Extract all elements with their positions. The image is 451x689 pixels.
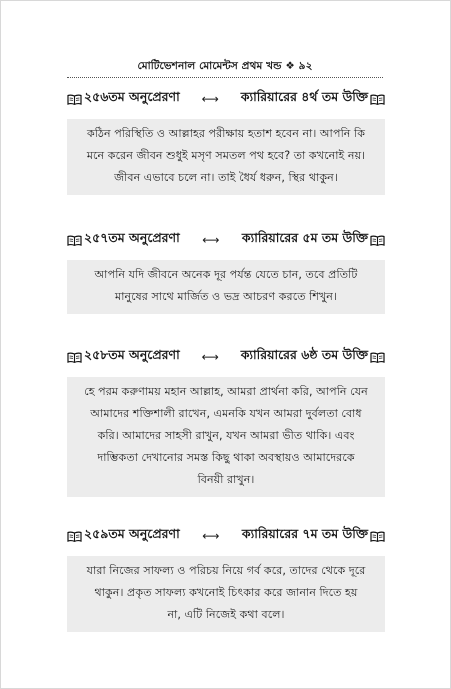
quote-text bbox=[67, 556, 385, 632]
double-arrow-icon: ⟷ bbox=[202, 529, 220, 543]
running-head: মোটিভেশনাল মোমেন্টস প্রথম খন্ড ❖ ৯২ bbox=[137, 60, 313, 72]
inspiration-entry bbox=[67, 230, 385, 314]
open-book-icon bbox=[370, 352, 385, 363]
quote-text bbox=[67, 260, 385, 314]
open-book-icon bbox=[370, 235, 385, 246]
double-arrow-icon: ⟷ bbox=[202, 233, 220, 247]
quote-line: না, এটি নিজেই কথা বলে। bbox=[167, 608, 285, 621]
double-arrow-icon: ⟷ bbox=[201, 350, 219, 364]
entry-number: ২৫৮তম অনুপ্রেরণা bbox=[84, 347, 180, 362]
quote-line: হে পরম করুণাময় মহান আল্লাহ, আমরা প্রার্থনা করি, আপনি যেন bbox=[84, 385, 368, 398]
inspiration-entry bbox=[67, 526, 385, 632]
open-book-icon bbox=[67, 235, 82, 246]
inspiration-entry bbox=[67, 347, 385, 497]
quote-line: মানুষের সাথে মার্জিত ও ভদ্র আচরণ করতে শিখুন। bbox=[114, 290, 337, 303]
entry-number: ২৫৯তম অনুপ্রেরণা bbox=[84, 526, 180, 541]
entry-heading bbox=[67, 230, 385, 250]
quote-line: আমাদের শক্তিশালী রাখেন, এমনকি যখন আমরা দুর্বলতা বোধ bbox=[90, 407, 362, 420]
entry-number: ২৫৬তম অনুপ্রেরণা bbox=[84, 89, 180, 104]
quote-line: দাম্ভিকতা দেখানোর সমস্ত কিছু থাকা অবস্থায়ও আমাদেরকে bbox=[97, 451, 355, 464]
header-divider bbox=[67, 77, 383, 78]
quote-line: জীবন এভাবে চলে না। তাই ধৈর্য ধরুন, স্থির থাকুন। bbox=[114, 171, 338, 184]
quote-line: থাকুন। প্রকৃত সাফল্য কখনোই চিৎকার করে জানান দিতে হয় bbox=[94, 586, 358, 599]
open-book-icon bbox=[67, 94, 82, 105]
quote-label: ক্যারিয়ারের ৭ম তম উক্তি bbox=[241, 526, 368, 541]
entry-number: ২৫৭তম অনুপ্রেরণা bbox=[84, 230, 180, 245]
open-book-icon bbox=[370, 94, 385, 105]
quote-line: যারা নিজের সাফল্য ও পরিচয় নিয়ে গর্ব করে, তাদের থেকে দূরে bbox=[86, 564, 366, 577]
quote-label: ক্যারিয়ারের ৫ম তম উক্তি bbox=[241, 230, 368, 245]
quote-line: মনে করেন জীবন শুধুই মসৃণ সমতল পথ হবে? তা কখনোই নয়। bbox=[86, 149, 366, 162]
double-arrow-icon: ⟷ bbox=[201, 92, 219, 106]
open-book-icon bbox=[370, 531, 385, 542]
entry-heading bbox=[67, 89, 385, 109]
quote-label: ক্যারিয়ারের ৬ষ্ঠ তম উক্তি bbox=[240, 347, 368, 362]
entry-heading bbox=[67, 526, 385, 546]
open-book-icon bbox=[67, 531, 82, 542]
open-book-icon bbox=[67, 352, 82, 363]
quote-line: বিনয়ী রাখুন। bbox=[197, 473, 255, 486]
quote-text bbox=[67, 377, 385, 497]
quote-line: করি। আমাদের সাহসী রাখুন, যখন আমরা ভীত থাকি। এবং bbox=[97, 429, 355, 442]
quote-label: ক্যারিয়ারের ৪র্থ তম উক্তি bbox=[240, 89, 368, 104]
quote-line: কঠিন পরিস্থিতি ও আল্লাহর পরীক্ষায় হতাশ হবেন না। আপনি কি bbox=[86, 127, 366, 140]
entry-heading bbox=[67, 347, 385, 367]
quote-line: আপনি যদি জীবনে অনেক দূর পর্যন্ত যেতে চান, তবে প্রতিটি bbox=[94, 268, 358, 281]
inspiration-entry bbox=[67, 89, 385, 195]
quote-text bbox=[67, 119, 385, 195]
